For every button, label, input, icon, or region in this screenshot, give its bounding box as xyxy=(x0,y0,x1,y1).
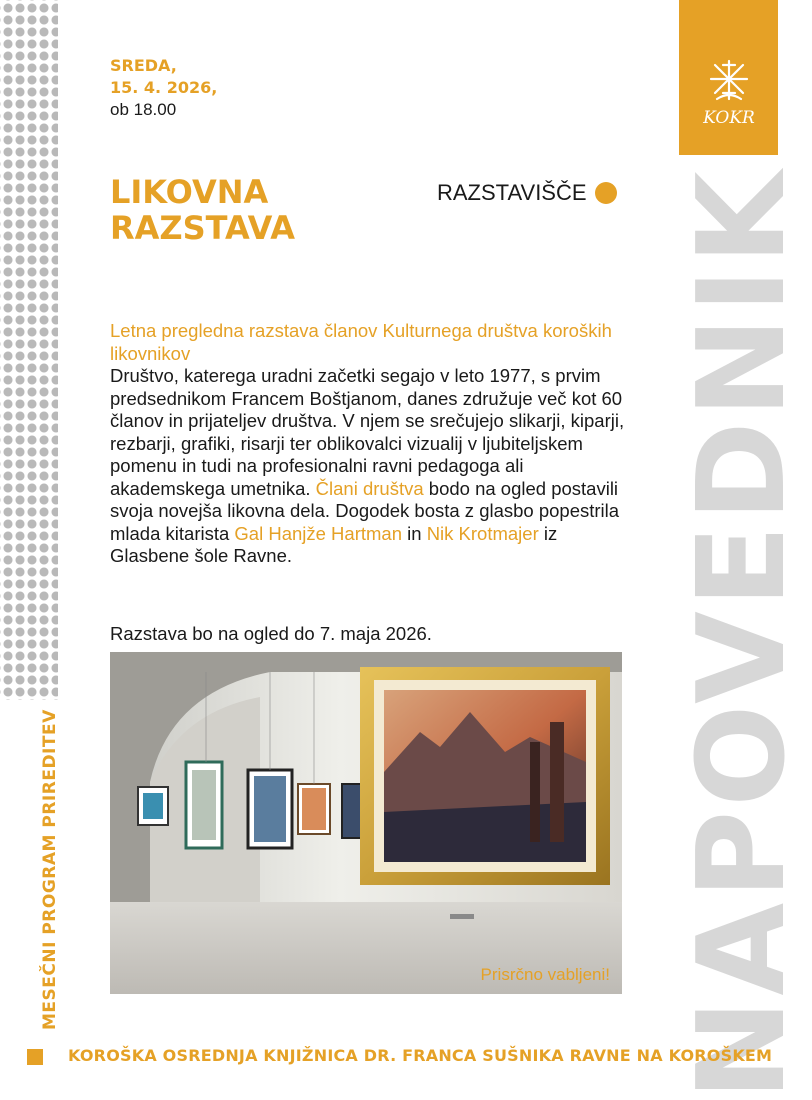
musician-2: Nik Krotmajer xyxy=(426,522,539,544)
gallery-photo xyxy=(110,652,622,994)
gallery-illustration xyxy=(110,652,622,994)
library-logo xyxy=(697,55,761,130)
musician-1: Gal Hanjže Hartman xyxy=(234,522,402,544)
event-date xyxy=(110,55,217,121)
event-description: Letna pregledna razstava članov Kulturnega društva koroških likovnikov Društvo, katerega uradni začetki segajo v leto 1977, s prvim predsednikom Francem Boštjanom, danes združuje več kot 60 članov in prijateljev društva. V njem se srečujejo slikarji, kiparji, rezbarji, grafiki, risarji ter oblikovalci vizualij v ljubiteljskem pomenu in tudi na profesionalni ravni pedagoga ali akademskega umetnika. Člani društva bodo na ogled postavili svoja novejša likovna dela. Dogodek bosta z glasbo popestrila mlada kitarista Gal Hanjže Hartman in Nik Krotmajer iz Glasbene šole Ravne. xyxy=(110,320,630,568)
footer-square-icon xyxy=(27,1049,43,1065)
description-subtitle: Letna pregledna razstava članov Kulturnega društva koroških likovnikov xyxy=(110,320,612,364)
event-time: ob 18.00 xyxy=(110,100,177,119)
venue-dot-icon xyxy=(595,182,617,204)
footer-organization: KOROŠKA OSREDNJA KNJIŽNICA DR. FRANCA SUŠNIKA RAVNE NA KOROŠKEM xyxy=(68,1046,773,1065)
description-text: Društvo, katerega uradni začetki segajo v leto 1977, s prvim predsednikom Francem Boštjanom, danes združuje več kot 60 članov in prijateljev društva. V njem se srečujejo slikarji, kiparji, rezbarji, grafiki, risarji ter oblikovalci vizualij v ljubiteljskem pomenu in tudi na profesionalni ravni pedagoga ali akademskega umetnika. xyxy=(110,365,625,499)
event-date-value: 15. 4. 2026, xyxy=(110,78,218,97)
event-title: LIKOVNA RAZSTAVA xyxy=(110,173,295,247)
dot-pattern xyxy=(0,0,58,700)
napovednik-watermark: NAPOVEDNIK xyxy=(673,167,812,1100)
monthly-program-label: MESEČNI PROGRAM PRIREDITEV xyxy=(40,709,60,1030)
venue xyxy=(437,180,617,206)
venue-label: RAZSTAVIŠČE xyxy=(437,180,587,205)
svg-text:KOKR: KOKR xyxy=(703,108,755,128)
photo-caption: Prisrčno vabljeni! xyxy=(480,965,610,984)
event-day: SREDA, xyxy=(110,56,177,75)
closing-note: Razstava bo na ogled do 7. maja 2026. xyxy=(110,623,432,644)
members-highlight: Člani društva xyxy=(315,477,424,499)
